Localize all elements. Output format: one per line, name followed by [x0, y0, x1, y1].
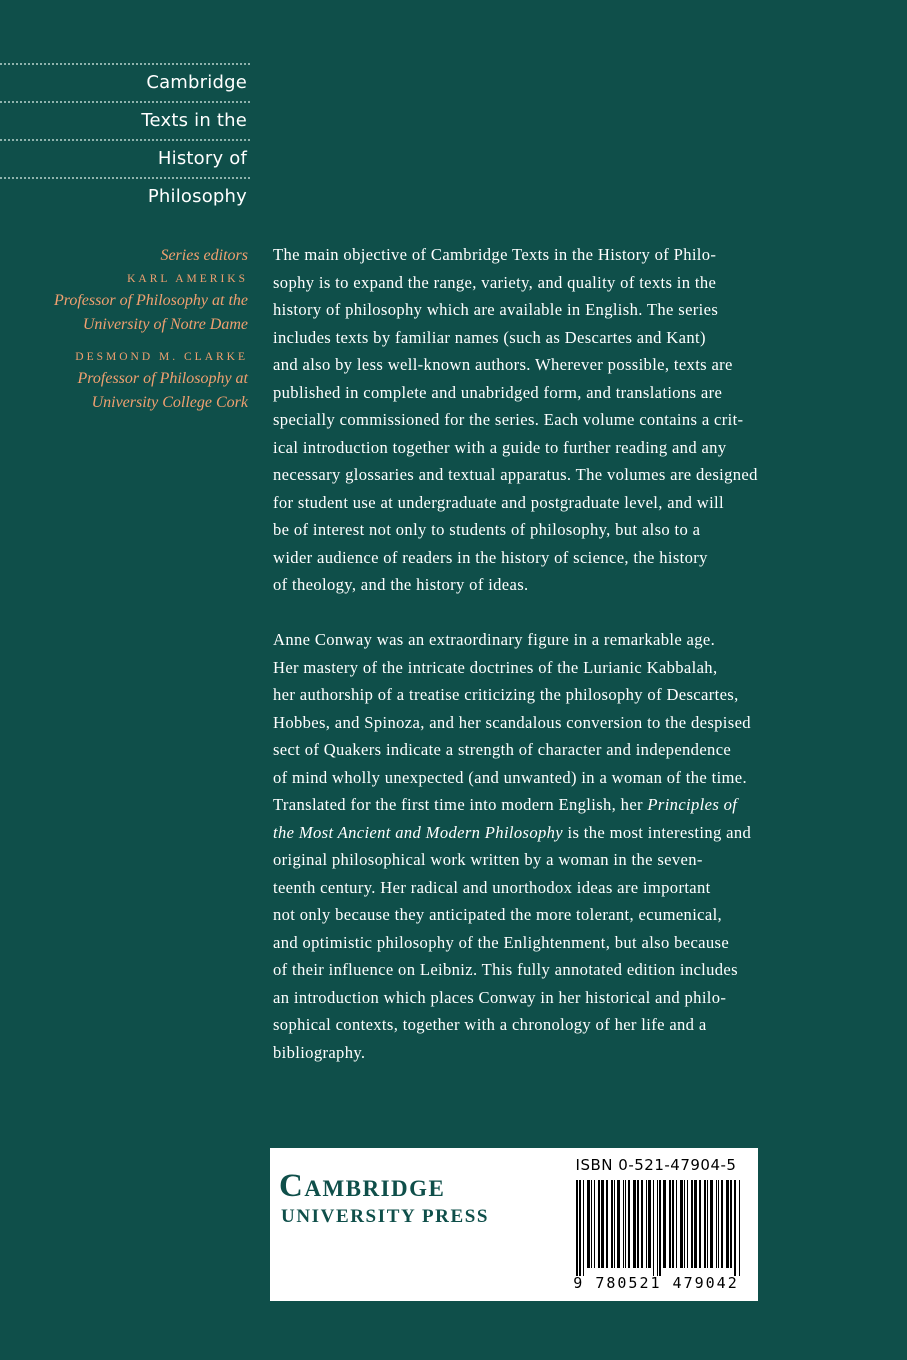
editor-affiliation: Professor of Philosophy at the [53, 292, 248, 309]
barcode-bar [657, 1180, 658, 1276]
barcode-bar [623, 1180, 624, 1268]
text-line: sophy is to expand the range, variety, and quality of texts in the [273, 272, 717, 292]
text-line: sophical contexts, together with a chronology of her life and a [273, 1015, 707, 1034]
text-line: her authorship of a treatise criticizing the philosophy of Descartes, [273, 685, 739, 704]
text-line: and also by less well-known authors. Wherever possible, texts are [273, 355, 733, 374]
series-editors [0, 245, 248, 415]
text-line: Anne Conway was an extraordinary figure in a remarkable age. [273, 630, 716, 649]
barcode-bar [653, 1180, 654, 1276]
barcode-bar [583, 1180, 584, 1276]
text-line: and optimistic philosophy of the Enlightenment, but also because [273, 932, 730, 952]
barcode-bar [579, 1180, 581, 1276]
series-title-block [0, 63, 250, 215]
text-line: The main objective of Cambridge Texts in the History of Philo- [273, 245, 717, 264]
text-line: specially commissioned for the series. Each volume contains a crit- [273, 410, 744, 429]
text-line: history of philosophy which are available in English. The series [273, 300, 719, 319]
barcode-icon [564, 1180, 748, 1278]
text-line: of mind wholly unexpected (and unwanted) in a woman of the time. [273, 767, 747, 787]
barcode-bar [704, 1180, 706, 1268]
barcode-bar [633, 1180, 636, 1268]
text-line [273, 791, 778, 819]
text-line: wider audience of readers in the history of science, the history [273, 547, 708, 567]
barcode-bar [646, 1180, 647, 1268]
book-description [273, 626, 778, 1066]
series-title-line: History of [0, 139, 250, 177]
series-title-line: Philosophy [0, 177, 250, 215]
barcode-bar [694, 1180, 697, 1268]
barcode-bar [726, 1180, 729, 1268]
barcode-bar [691, 1180, 693, 1268]
text-segment: is the most interesting and [562, 822, 752, 842]
barcode-bar [707, 1180, 708, 1268]
barcode-bar [721, 1180, 723, 1268]
text-line: Her mastery of the intricate doctrines of the Lurianic Kabbalah, [273, 657, 718, 677]
barcode-bar [594, 1180, 595, 1268]
text-line: teenth century. Her radical and unorthodox ideas are important [273, 877, 711, 897]
text-segment: Translated for the first time into modern English, her [273, 795, 648, 814]
barcode-bar [637, 1180, 639, 1268]
barcode-bar [676, 1180, 677, 1268]
editor-affiliation: Professor of Philosophy at [77, 370, 248, 387]
editor-name: KARL AMERIKS [127, 273, 248, 285]
barcode-bar [730, 1180, 732, 1268]
barcode-bar [591, 1180, 592, 1268]
barcode-bar [617, 1180, 620, 1268]
text-line: original philosophical work written by a woman in the seven- [273, 850, 703, 869]
publisher-panel [270, 1148, 758, 1301]
publisher-name: Cambridge [279, 1168, 446, 1204]
text-line: sect of Quakers indicate a strength of character and independence [273, 740, 732, 759]
barcode-bar [710, 1180, 713, 1268]
text-line: necessary glossaries and textual apparatus. The volumes are designed [273, 465, 758, 484]
barcode-bar [601, 1180, 604, 1268]
barcode-bar [641, 1180, 643, 1268]
barcode-bar [716, 1180, 717, 1268]
barcode-bar [739, 1180, 740, 1276]
barcode-bar [611, 1180, 613, 1268]
text-line: Hobbes, and Spinoza, and her scandalous conversion to the despised [273, 712, 751, 732]
barcode-bar [663, 1180, 666, 1268]
series-title-line: Cambridge [0, 63, 250, 101]
barcode-bar [669, 1180, 671, 1268]
publisher-logo [279, 1166, 489, 1228]
barcode-bar [648, 1180, 651, 1268]
barcode-bar [684, 1180, 685, 1268]
text-line [273, 819, 778, 847]
barcode-bar [680, 1180, 683, 1268]
text-line: an introduction which places Conway in her historical and philo- [273, 987, 727, 1007]
publisher-subname: UNIVERSITY PRESS [281, 1206, 490, 1227]
text-line: ical introduction together with a guide to further reading and any [273, 437, 727, 457]
text-line: published in complete and unabridged form, and translations are [273, 382, 723, 402]
barcode-bar [598, 1180, 600, 1268]
text-line: for student use at undergraduate and postgraduate level, and will [273, 492, 724, 512]
text-line: includes texts by familiar names (such as Descartes and Kant) [273, 327, 706, 347]
series-title-line: Texts in the [0, 101, 250, 139]
barcode-bar [672, 1180, 674, 1268]
series-editors-label: Series editors [160, 247, 248, 264]
barcode-bar [718, 1180, 719, 1268]
barcode-bar [625, 1180, 626, 1268]
text-line: be of interest not only to students of philosophy, but also to a [273, 520, 701, 539]
text-line: bibliography. [273, 1042, 366, 1062]
editor-affiliation: University College Cork [91, 394, 248, 411]
barcode-bar [687, 1180, 688, 1268]
isbn-label: ISBN 0-521-47904-5 [575, 1156, 737, 1174]
barcode-bar [606, 1180, 608, 1268]
book-title-italic: Principles of [647, 795, 738, 814]
barcode-bar [576, 1180, 578, 1276]
text-line: of theology, and the history of ideas. [273, 575, 529, 594]
text-line: not only because they anticipated the more tolerant, ecumenical, [273, 905, 723, 924]
book-title-italic: the Most Ancient and Modern Philosophy [273, 822, 563, 842]
editor-affiliation: University of Notre Dame [82, 316, 248, 333]
barcode-bar [699, 1180, 701, 1268]
barcode-bar [734, 1180, 736, 1276]
barcode-digits: 9 780521 479042 [573, 1274, 739, 1292]
editor-name: DESMOND M. CLARKE [75, 351, 248, 363]
barcode-bar [659, 1180, 661, 1276]
series-description [273, 241, 778, 599]
barcode-bar [587, 1180, 590, 1268]
barcode-bar [614, 1180, 615, 1268]
barcode-bar [628, 1180, 630, 1268]
isbn-barcode [564, 1156, 748, 1294]
text-line: of their influence on Leibniz. This fully annotated edition includes [273, 960, 738, 979]
